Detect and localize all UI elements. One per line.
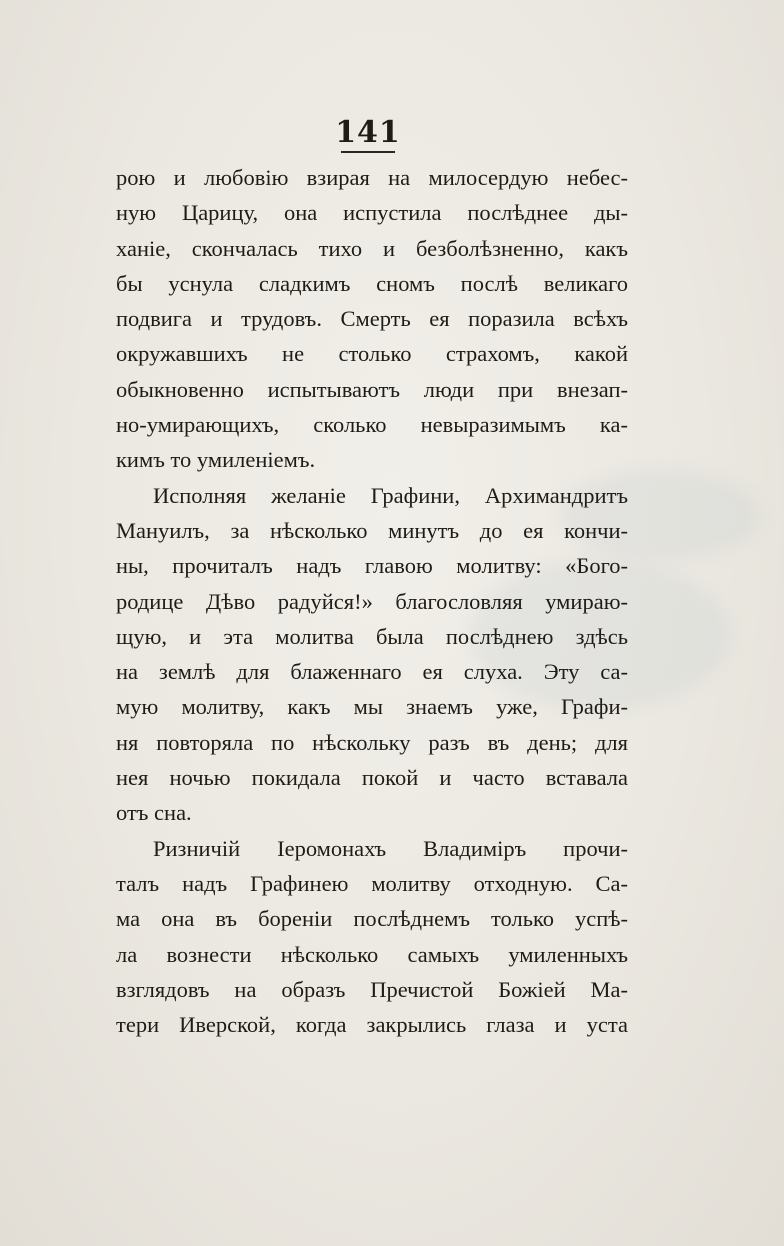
text-line: талъ надъ Графинею молитву отходную. Са- bbox=[116, 870, 628, 896]
text-line: отъ сна. bbox=[116, 800, 192, 826]
text-line: рою и любовію взирая на милосердую небес- bbox=[116, 165, 628, 190]
page-number-rule bbox=[341, 151, 395, 153]
text-line: родице Дѣво радуйся!» благословляя умираю- bbox=[116, 588, 628, 614]
text-line: окружавшихъ не столько страхомъ, какой bbox=[116, 341, 628, 367]
text-line: Исполняя желаніе Графини, Архимандритъ bbox=[153, 482, 628, 508]
text-line: мую молитву, какъ мы знаемъ уже, Графи- bbox=[116, 694, 628, 720]
text-line: но-умирающихъ, сколько невыразимымъ ка- bbox=[116, 412, 628, 438]
paragraph-2 bbox=[116, 478, 628, 831]
text-line: Мануилъ, за нѣсколько минутъ до ея кончи- bbox=[116, 517, 628, 543]
text-line: ны, прочиталъ надъ главою молитву: «Бого- bbox=[116, 553, 628, 579]
text-line: ханіе, скончалась тихо и безболѣзненно, какъ bbox=[116, 235, 628, 261]
text-line: щую, и эта молитва была послѣднею здѣсь bbox=[116, 623, 628, 649]
page-number: 141 bbox=[335, 115, 401, 150]
paragraph-3 bbox=[116, 831, 628, 1043]
text-line: ла вознести нѣсколько самыхъ умиленныхъ bbox=[116, 941, 628, 967]
body-text bbox=[116, 160, 628, 1042]
text-line: взглядовъ на образъ Пречистой Божіей Ма- bbox=[116, 976, 628, 1002]
text-line: на землѣ для блаженнаго ея слуха. Эту са- bbox=[116, 659, 628, 685]
text-line: ную Царицу, она испустила послѣднее ды- bbox=[116, 200, 628, 226]
text-line: ма она въ бореніи послѣднемъ только успѣ- bbox=[116, 906, 628, 932]
text-line: тери Иверской, когда закрылись глаза и уста bbox=[116, 1012, 628, 1038]
text-line: кимъ то умиленіемъ. bbox=[116, 447, 316, 473]
text-line: бы уснула сладкимъ сномъ послѣ великаго bbox=[116, 270, 628, 296]
text-line: нея ночью покидала покой и часто вставала bbox=[116, 765, 628, 791]
text-line: обыкновенно испытываютъ люди при внезап- bbox=[116, 376, 628, 402]
text-line: ня повторяла по нѣскольку разъ въ день; для bbox=[116, 729, 628, 755]
text-line: подвига и трудовъ. Смерть ея поразила всѣхъ bbox=[116, 306, 628, 332]
paragraph-1 bbox=[116, 160, 628, 478]
text-line: Ризничій Іеромонахъ Владиміръ прочи- bbox=[153, 835, 628, 861]
